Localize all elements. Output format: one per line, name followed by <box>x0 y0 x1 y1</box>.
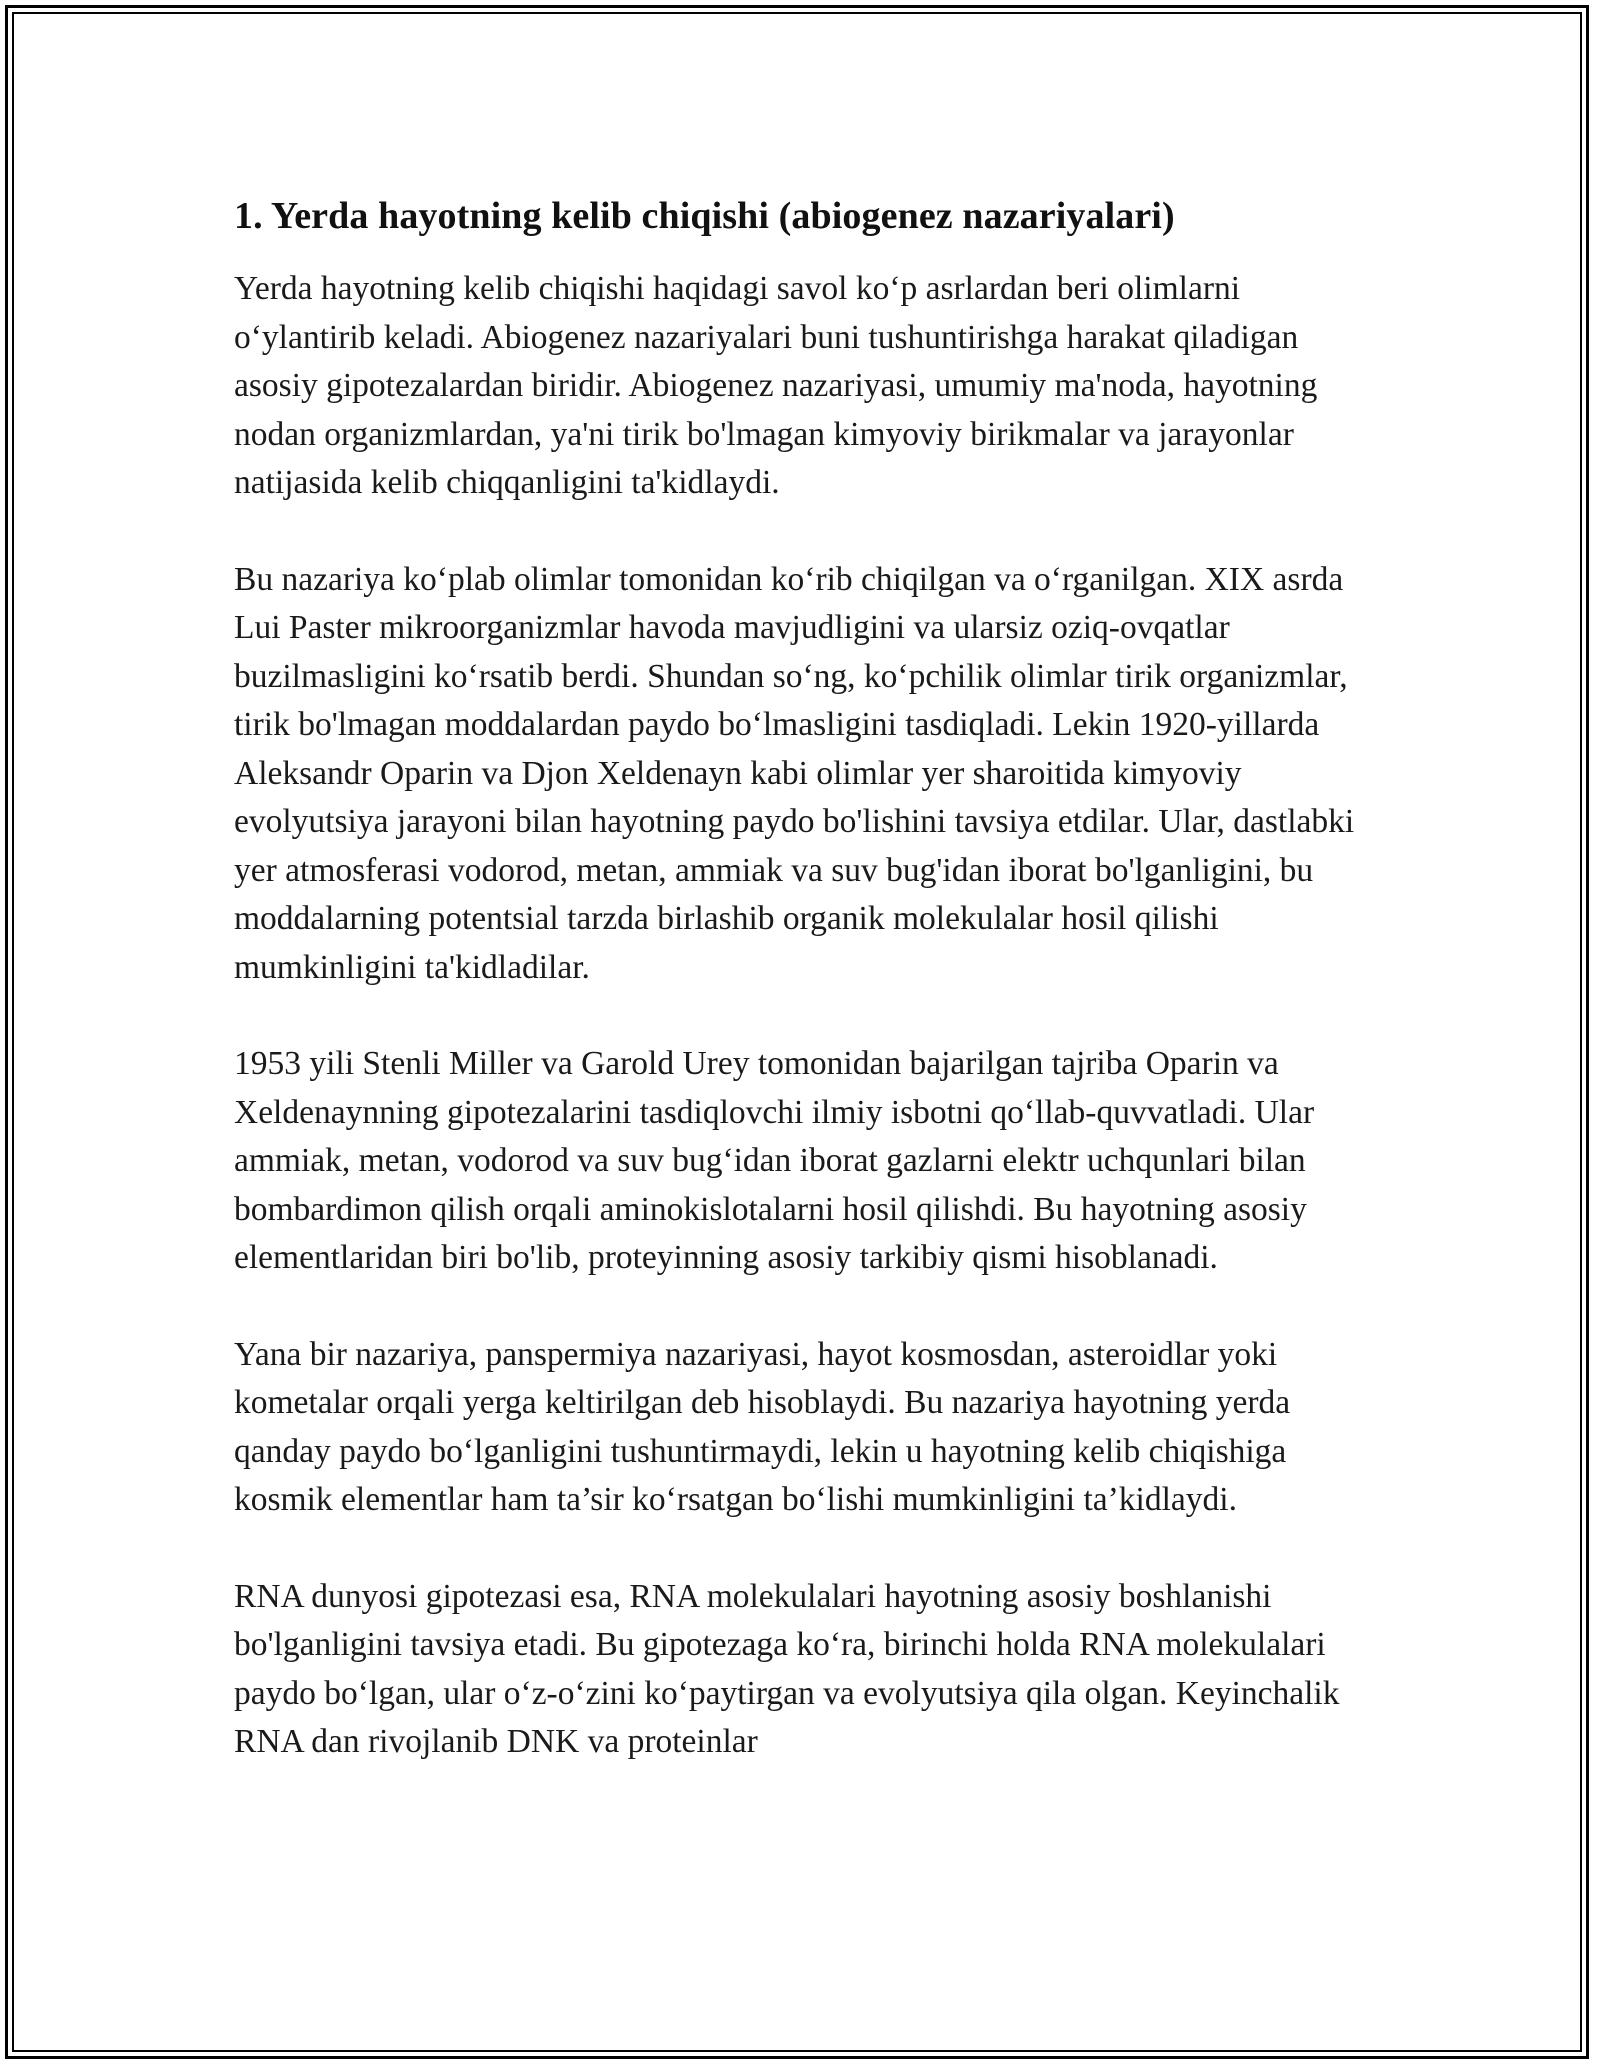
paragraph-5: RNA dunyosi gipotezasi esa, RNA molekulalari hayotning asosiy boshlanishi bo'lganligini tavsiya etadi. Bu gipotezaga ko‘ra, birinchi holda RNA molekulalari paydo bo‘lgan, ular o‘z-o‘zini ko‘paytirgan va evolyutsiya qila olgan. Keyinchalik RNA dan rivojlanib DNK va proteinlar <box>234 1577 1340 1760</box>
paragraph-2: Bu nazariya ko‘plab olimlar tomonidan ko‘rib chiqilgan va o‘rganilgan. XIX asrda Lui Paster mikroorganizmlar havoda mavjudligini va ularsiz oziq-ovqatlar buzilmasligini ko‘rsatib berdi. Shundan so‘ng, ko‘pchilik olimlar tirik organizmlar, tirik bo'lmagan moddalardan paydo bo‘lmasligini tasdiqladi. Lekin 1920-yillarda Aleksandr Oparin va Djon Xeldenayn kabi olimlar yer sharoitida kimyoviy evolyutsiya jarayoni bilan hayotning paydo bo'lishini tavsiya etdilar. Ular, dastlabki yer atmosferasi vodorod, metan, ammiak va suv bug'idan iborat bo'lganligini, bu moddalarning potentsial tarzda birlashib organik molekulalar hosil qilishi mumkinligini ta'kidladilar. <box>234 560 1355 986</box>
section-heading: 1. Yerda hayotning kelib chiqishi (abiogenez nazariyalari) <box>234 195 1175 237</box>
document-body <box>234 187 1384 1815</box>
paragraph-4: Yana bir nazariya, panspermiya nazariyasi, hayot kosmosdan, asteroidlar yoki kometalar orqali yerga keltirilgan deb hisoblaydi. Bu nazariya hayotning yerda qanday paydo bo‘lganligini tushuntirmaydi, lekin u hayotning kelib chiqishiga kosmik elementlar ham ta’sir ko‘rsatgan bo‘lishi mumkinligini ta’kidlaydi. <box>234 1335 1291 1518</box>
paragraph-1: Yerda hayotning kelib chiqishi haqidagi savol ko‘p asrlardan beri olimlarni o‘ylantirib keladi. Abiogenez nazariyalari buni tushuntirishga harakat qiladigan asosiy gipotezalardan biridir. Abiogenez nazariyasi, umumiy ma'noda, hayotning nodan organizmlardan, ya'ni tirik bo'lmagan kimyoviy birikmalar va jarayonlar natijasida kelib chiqqanligini ta'kidlaydi. <box>234 270 1318 501</box>
paragraph-3: 1953 yili Stenli Miller va Garold Urey tomonidan bajarilgan tajriba Oparin va Xeldenaynning gipotezalarini tasdiqlovchi ilmiy isbotni qo‘llab-quvvatladi. Ular ammiak, metan, vodorod va suv bug‘idan iborat gazlarni elektr uchqunlari bilan bombardimon qilish orqali aminokislotalarni hosil qilishdi. Bu hayotning asosiy elementlaridan biri bo'lib, proteyinning asosiy tarkibiy qismi hisoblanadi. <box>234 1045 1315 1276</box>
